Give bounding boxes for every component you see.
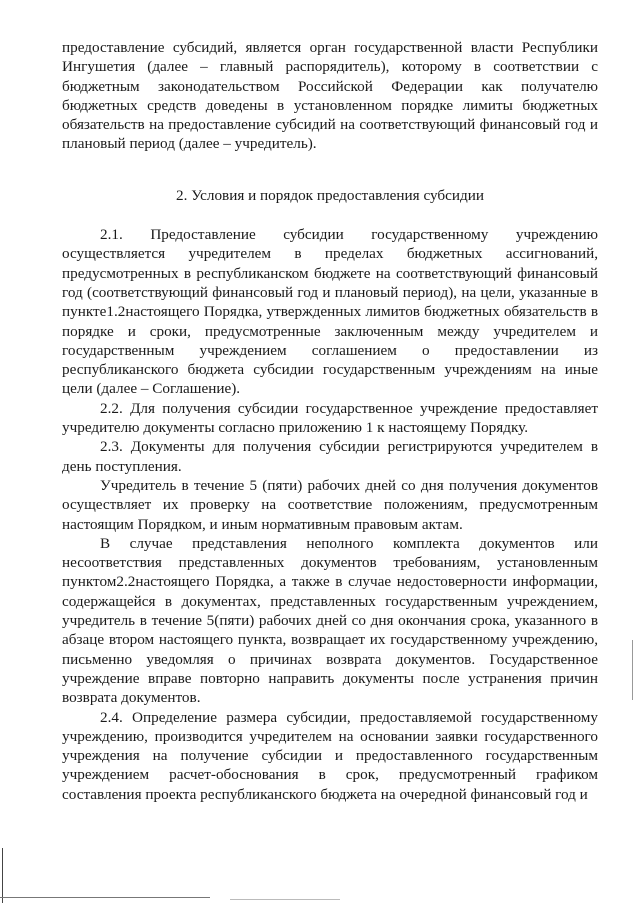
scan-edge-mark	[2, 848, 3, 903]
document-body	[62, 38, 598, 804]
paragraph-2-3: 2.3. Документы для получения субсидии регистрируются учредителем в день поступления.	[62, 438, 598, 475]
paragraph-2-3-review: Учредитель в течение 5 (пяти) рабочих дней со дня получения документов осуществляет их проверку на соответствие положениям, предусмотренным настоящим Порядком, и иным нормативным правовым актам.	[62, 476, 598, 533]
paragraph-2-3-return: В случае представления неполного комплекта документов или несоответствия представленных документов требованиям, установленным пунктом2.2настоящего Порядка, а также в случае недостоверности информации, содержащейся в документах, представленных государственным учреждением, учредитель в течение 5(пяти) рабочих дней со дня окончания срока, указанного в абзаце втором настоящего пункта, возвращает их государственному учреждению, письменно уведомляя о причинах возврата документов. Государственное учреждение вправе повторно направить документы после устранения причин возврата документов.	[62, 534, 598, 707]
paragraph-2-1: 2.1. Предоставление субсидии государственному учреждению осуществляется учредителем в пределах бюджетных ассигнований, предусмотренных в республиканском бюджете на соответствующий финансовый год (соответствующий финансовый год и плановый период), на цели, указанные в пункте1.2настоящего Порядка, утвержденных лимитов бюджетных обязательств в порядке и сроки, предусмотренные заключенным между учредителем и государственным учреждением соглашением о предоставлении из республиканского бюджета субсидии государственным учреждениям на иные цели (далее – Соглашение).	[62, 226, 598, 398]
paragraph-2-4: 2.4. Определение размера субсидии, предоставляемой государственному учреждению, производится учредителем на основании заявки государственного учреждения на получение субсидии и предоставленного государственным учреждением расчет-обоснования в срок, предусмотренный графиком составления проекта республиканского бюджета на очередной финансовый год и	[62, 708, 598, 803]
paragraph-2-2: 2.2. Для получения субсидии государственное учреждение предоставляет учредителю документы согласно приложению 1 к настоящему Порядку.	[62, 399, 598, 437]
scan-edge-mark	[632, 640, 633, 700]
section-heading: 2. Условия и порядок предоставления субсидии	[176, 186, 484, 204]
intro-paragraph: предоставление субсидий, является орган государственной власти Республики Ингушетия (далее – главный распорядитель), которому в соответствии с бюджетным законодательством Российской Федерации как получателю бюджетных средств доведены в установленном порядке лимиты бюджетных обязательств на предоставление субсидий на соответствующий финансовый год и плановый период (далее – учредитель).	[62, 39, 598, 153]
scan-edge-line	[230, 899, 340, 900]
scan-edge-line	[0, 897, 210, 898]
